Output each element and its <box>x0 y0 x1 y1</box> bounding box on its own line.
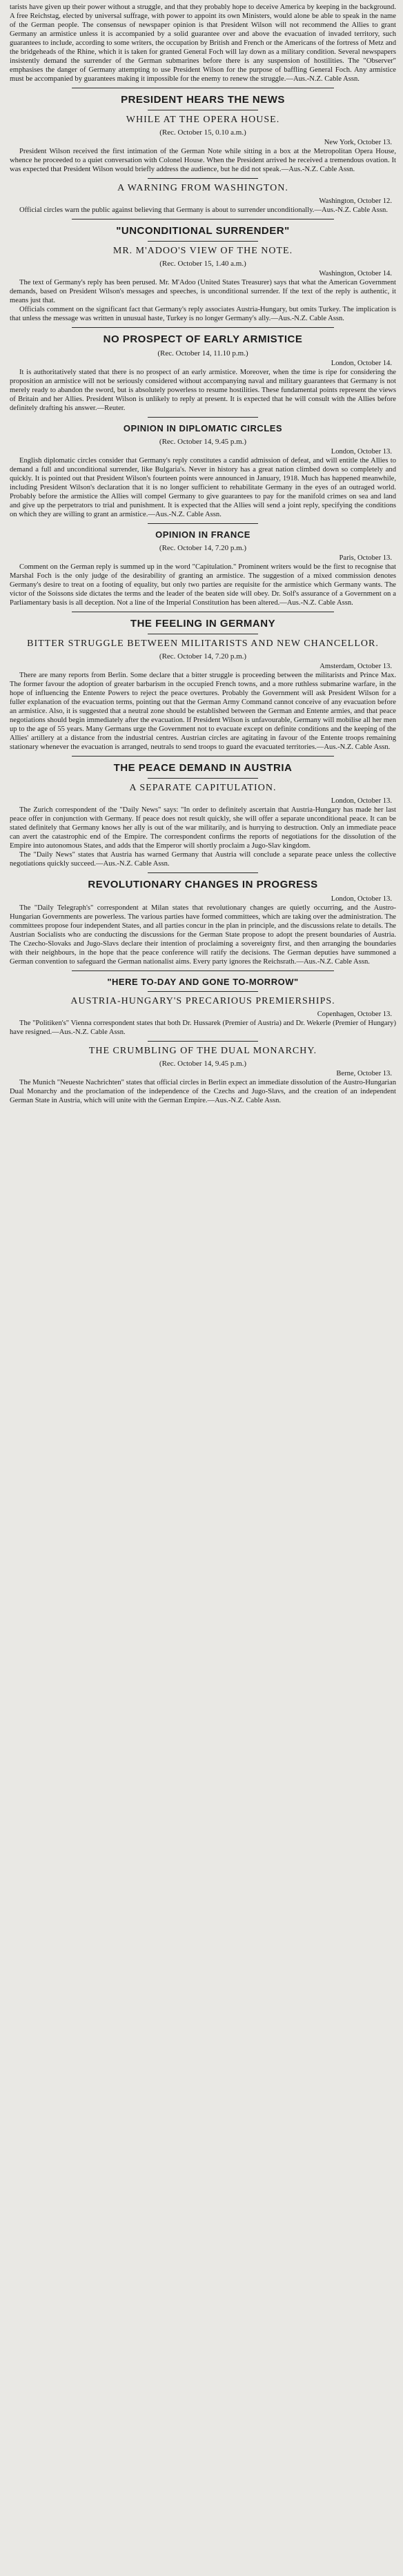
headline: OPINION IN DIPLOMATIC CIRCLES <box>123 423 283 433</box>
headline: THE PEACE DEMAND IN AUSTRIA <box>113 762 293 774</box>
article-text: The text of Germany's reply has been perused. Mr. M'Adoo (United States Treasurer) says that what the American Government demands, based on President Wilson's messages and speeches, is unconditional surrender. If the text of the reply is authentic, it means just that. <box>10 279 396 304</box>
divider <box>72 756 334 757</box>
subheadline: AUSTRIA-HUNGARY'S PRECARIOUS PREMIERSHIPS. <box>70 996 335 1006</box>
subheadline: WHILE AT THE OPERA HOUSE. <box>126 115 280 125</box>
subheadline: BITTER STRUGGLE BETWEEN MILITARISTS AND NEW CHANCELLOR. <box>27 638 379 649</box>
article-text: English diplomatic circles consider that Germany's reply constitutes a candid admission of defeat, and will entitle the Allies to demand a full and unconditional surrender, like Bulgaria's. Never in history has a great nation climbed down so completely and quickly. It is pointed out that President Wilson's fourteen points were announced in January, 1918. Much has happened meanwhile, including President Wilson's declaration that it is no longer sufficient to rehabilitate Germany in the eyes of an outraged world. Probably before the armistice the Allies will compel Germany to give guarantees to pay for the manifold crimes on sea and land and give up the perpetrators to trial and punishment. It is expected that the Allies will send a joint reply, specifying the conditions on which they are willing to grant an armistice.—Aus.-N.Z. Cable Assn. <box>10 457 396 518</box>
article-dual-monarchy <box>10 1046 396 1105</box>
article-text: The "Daily Telegraph's" correspondent at Milan states that revolutionary changes are quietly occurring, and the Austro-Hungarian Governments are powerless. The various parties have formed committees, which are taking over the administration. The committees propose four independent States, and all parties concur in the plan in principle, and the discussions relate to details. The Austrian Socialists who are conducting the discussions for the German State propose to adopt the present boundaries of Austria. The Czecho-Slovaks and Jugo-Slavs declare their intention of proclaiming a sovereignty first, and then arranging the boundaries with their neighbours, in the hope that the peace conference will ratify the decisions. The German deputies have summoned a German convention to safeguard the German nationalist aims. Every party ignores the Reichsrath.—Aus.-N.Z. Cable Assn. <box>10 904 396 966</box>
article-unconditional-surrender <box>10 225 396 323</box>
article-diplomatic-circles <box>10 423 396 519</box>
subheadline: A SEPARATE CAPITULATION. <box>129 783 277 793</box>
article-revolutionary-changes <box>10 879 396 966</box>
subheadline: A WARNING FROM WASHINGTON. <box>117 183 288 193</box>
article-here-today <box>10 977 396 1037</box>
article-text: The Zurich correspondent of the "Daily News" says: "In order to definitely ascertain that Austria-Hungary has made her last peace offer in conjunction with Germany. If peace does not result quickly, she will offer a separate unconditional peace. It can be stated definitely that Germany knows her ally is out of the war militarily, and is hurrying to destruction. Only an immediate peace can avert the catastrophic end of the Empire. The correspondent confirms the reports of negotiations for the dissolution of the Empire into autonomous States, and adds that the Emperor will shortly proclaim a Jugo-Slav kingdom. <box>10 806 396 850</box>
headline: THE FEELING IN GERMANY <box>130 618 276 630</box>
received-date: (Rec. October 15, 0.10 a.m.) <box>159 128 246 137</box>
divider <box>72 970 334 971</box>
article-text: The "Politiken's" Vienna correspondent states that both Dr. Hussarek (Premier of Austria) and Dr. Wekerle (Premier of Hungary) have resigned.—Aus.-N.Z. Cable Assn. <box>10 1019 396 1036</box>
divider <box>148 991 258 992</box>
dateline-place: Amsterdam, October 13. <box>320 663 392 670</box>
article-text: President Wilson received the first intimation of the German Note while sitting in a box at the Metropolitan Opera House, whence he proceeded to a quiet conversation with Colonel House. When the President arrived he received a tremendous ovation. It was expected that President Wilson would briefly address the audience, but he did not speak.—Aus.-N.Z. Cable Assn. <box>10 148 396 173</box>
dateline-place: Copenhagen, October 13. <box>317 1011 392 1018</box>
dateline-place: Paris, October 13. <box>339 554 392 562</box>
dateline-place: Washington, October 12. <box>319 197 392 205</box>
divider <box>148 1041 258 1042</box>
subheadline: THE CRUMBLING OF THE DUAL MONARCHY. <box>88 1046 317 1056</box>
divider <box>148 178 258 179</box>
article-text: The Munich "Neueste Nachrichten" states that official circles in Berlin expect an immediate dissolution of the Austro-Hungarian Dual Monarchy and the proclamation of the independence of the Czechs and Jugo-Slavs, and the creation of an independent German State in Austria, which will unite with the German Empire.—Aus.-N.Z. Cable Assn. <box>10 1079 396 1104</box>
article-text: It is authoritatively stated that there is no prospect of an early armistice. Moreover, when the time is ripe for considering the proposition an armistice will not be seriously considered without accompanying naval and military guarantees that Germany is not merely ready to abandon the sword, but is absolutely powerless to resume hostilities. These fundamental points represent the views of Britain and her Allies. President Wilson is unlikely to reply at present. It is expected that he will consult with the Allies before definitely drafting his answer.—Reuter. <box>10 369 396 412</box>
divider <box>148 523 258 524</box>
divider <box>72 327 334 328</box>
received-date: (Rec. October 14, 11.10 p.m.) <box>157 349 248 358</box>
newspaper-column <box>0 0 403 1105</box>
article-text: Official circles warn the public against believing that Germany is about to surrender unconditionally.—Aus.-N.Z. Cable Assn. <box>19 206 388 214</box>
received-date: (Rec. October 14, 7.20 p.m.) <box>159 652 247 661</box>
divider <box>148 872 258 873</box>
article-text: Comment on the German reply is summed up in the word "Capitulation." Prominent writers would be the first to recognise that Marshal Foch is the only judge of the desirability of granting an armistice. The suggestion of a mixed commission denotes Germany's desire to treat on a footing of equality, but only two parties are requisite for the armistice which Germany wants. The victor of the Soissons side dictates the terms and the leader of the beaten side will obey. Dr. Solf's assurance of a Government on a Parliamentary basis is all deception. Not a line of the Imperial Constitution has been altered.—Aus.-N.Z. Cable Assn. <box>10 563 396 607</box>
article-peace-austria <box>10 762 396 868</box>
received-date: (Rec. October 14, 9.45 p.m.) <box>159 438 247 446</box>
dateline-place: Washington, October 14. <box>319 270 392 277</box>
article-no-prospect <box>10 333 396 413</box>
headline: NO PROSPECT OF EARLY ARMISTICE <box>103 333 303 345</box>
article-warning-washington <box>10 183 396 215</box>
article-feeling-germany <box>10 618 396 752</box>
headline: OPINION IN FRANCE <box>155 529 250 540</box>
dateline-place: Berne, October 13. <box>336 1070 392 1077</box>
headline: PRESIDENT HEARS THE NEWS <box>121 94 285 106</box>
headline: "HERE TO-DAY AND GONE TO-MORROW" <box>107 977 299 987</box>
received-date: (Rec. October 14, 9.45 p.m.) <box>159 1060 247 1068</box>
article-text: Officials comment on the significant fact that Germany's reply associates Austria-Hungary, but omits Turkey. The implication is that unless the message was written in unusual haste, Turkey is no longer Germany's ally.—Aus.-N.Z. Cable Assn. <box>10 306 396 322</box>
headline: REVOLUTIONARY CHANGES IN PROGRESS <box>88 879 318 890</box>
article-president-hears <box>10 94 396 174</box>
received-date: (Rec. October 15, 1.40 a.m.) <box>159 260 246 268</box>
dateline-place: London, October 13. <box>331 797 392 805</box>
dateline-place: New York, October 13. <box>324 139 392 146</box>
dateline-place: London, October 13. <box>331 448 392 456</box>
article-opinion-france <box>10 529 396 607</box>
divider <box>148 417 258 418</box>
headline: "UNCONDITIONAL SURRENDER" <box>116 225 290 237</box>
intro-paragraph: tarists have given up their power without a struggle, and that they probably hope to deceive America by keeping in the background. A free Reichstag, elected by universal suffrage, with power to appoint its own Ministers, would alone be able to speak in the name of the German people. The consensus of newspaper opinion is that President Wilson will not recommend the Allies to grant Germany an armistice unless it is accompanied by a solid guarantee over and above the evacuation of invaded territory, such guarantees to include, according to some writers, the occupation by British and French or the Americans of the fortress of Metz and the bridgeheads of the Rhine, which it is taken for granted General Foch will lay down as a military condition. Several newspapers insistently demand the surrender of the German submarines before there is any suspension of hostilities. The "Observer" emphasises the danger of Germany attempting to use President Wilson for the purpose of baffling General Foch. Any armistice must be accompanied by guarantees making it impossible for the enemy to renew the struggle.—Aus.-N.Z. Cable Assn. <box>10 3 396 83</box>
subheadline: MR. M'ADOO'S VIEW OF THE NOTE. <box>112 246 293 256</box>
article-text: There are many reports from Berlin. Some declare that a bitter struggle is proceeding between the militarists and Prince Max. The former favour the adoption of greater barbarism in the occupied French towns, and a more ruthless submarine warfare, in the hope of influencing the Entente Powers to reject the peace overtures. Probably the Government will ask President Wilson for a fuller explanation of the evacuation terms, pointing out that the German Army Command cannot conceive of any evacuation before an armistice. Also, it is suggested that a neutral zone should be established between the German and Entente armies, and that peace negotiations should begin immediately after the evacuation. If President Wilson is unfavourable, Germany will mobilise all her men up to the age of 55 years. Many Germans urge the Government not to evacuate except on definite conditions and the keeping of the Allies' artillery at a distance from the industrial centres. Austrian circles are agitating in favour of the Entente troops remaining stationary whenever the evacuation is arranged, neutrals to send troops to guard the evacuated territories.—Aus.-N.Z. Cable Assn. <box>10 672 396 751</box>
received-date: (Rec. October 14, 7.20 p.m.) <box>159 544 247 552</box>
dateline-place: London, October 14. <box>331 360 392 367</box>
divider <box>148 778 258 779</box>
dateline-place: London, October 13. <box>331 895 392 903</box>
divider <box>148 241 258 242</box>
article-text: The "Daily News" states that Austria has warned Germany that Austria will conclude a separate peace unless the collective negotiations quickly succeed.—Aus.-N.Z. Cable Assn. <box>10 851 396 868</box>
